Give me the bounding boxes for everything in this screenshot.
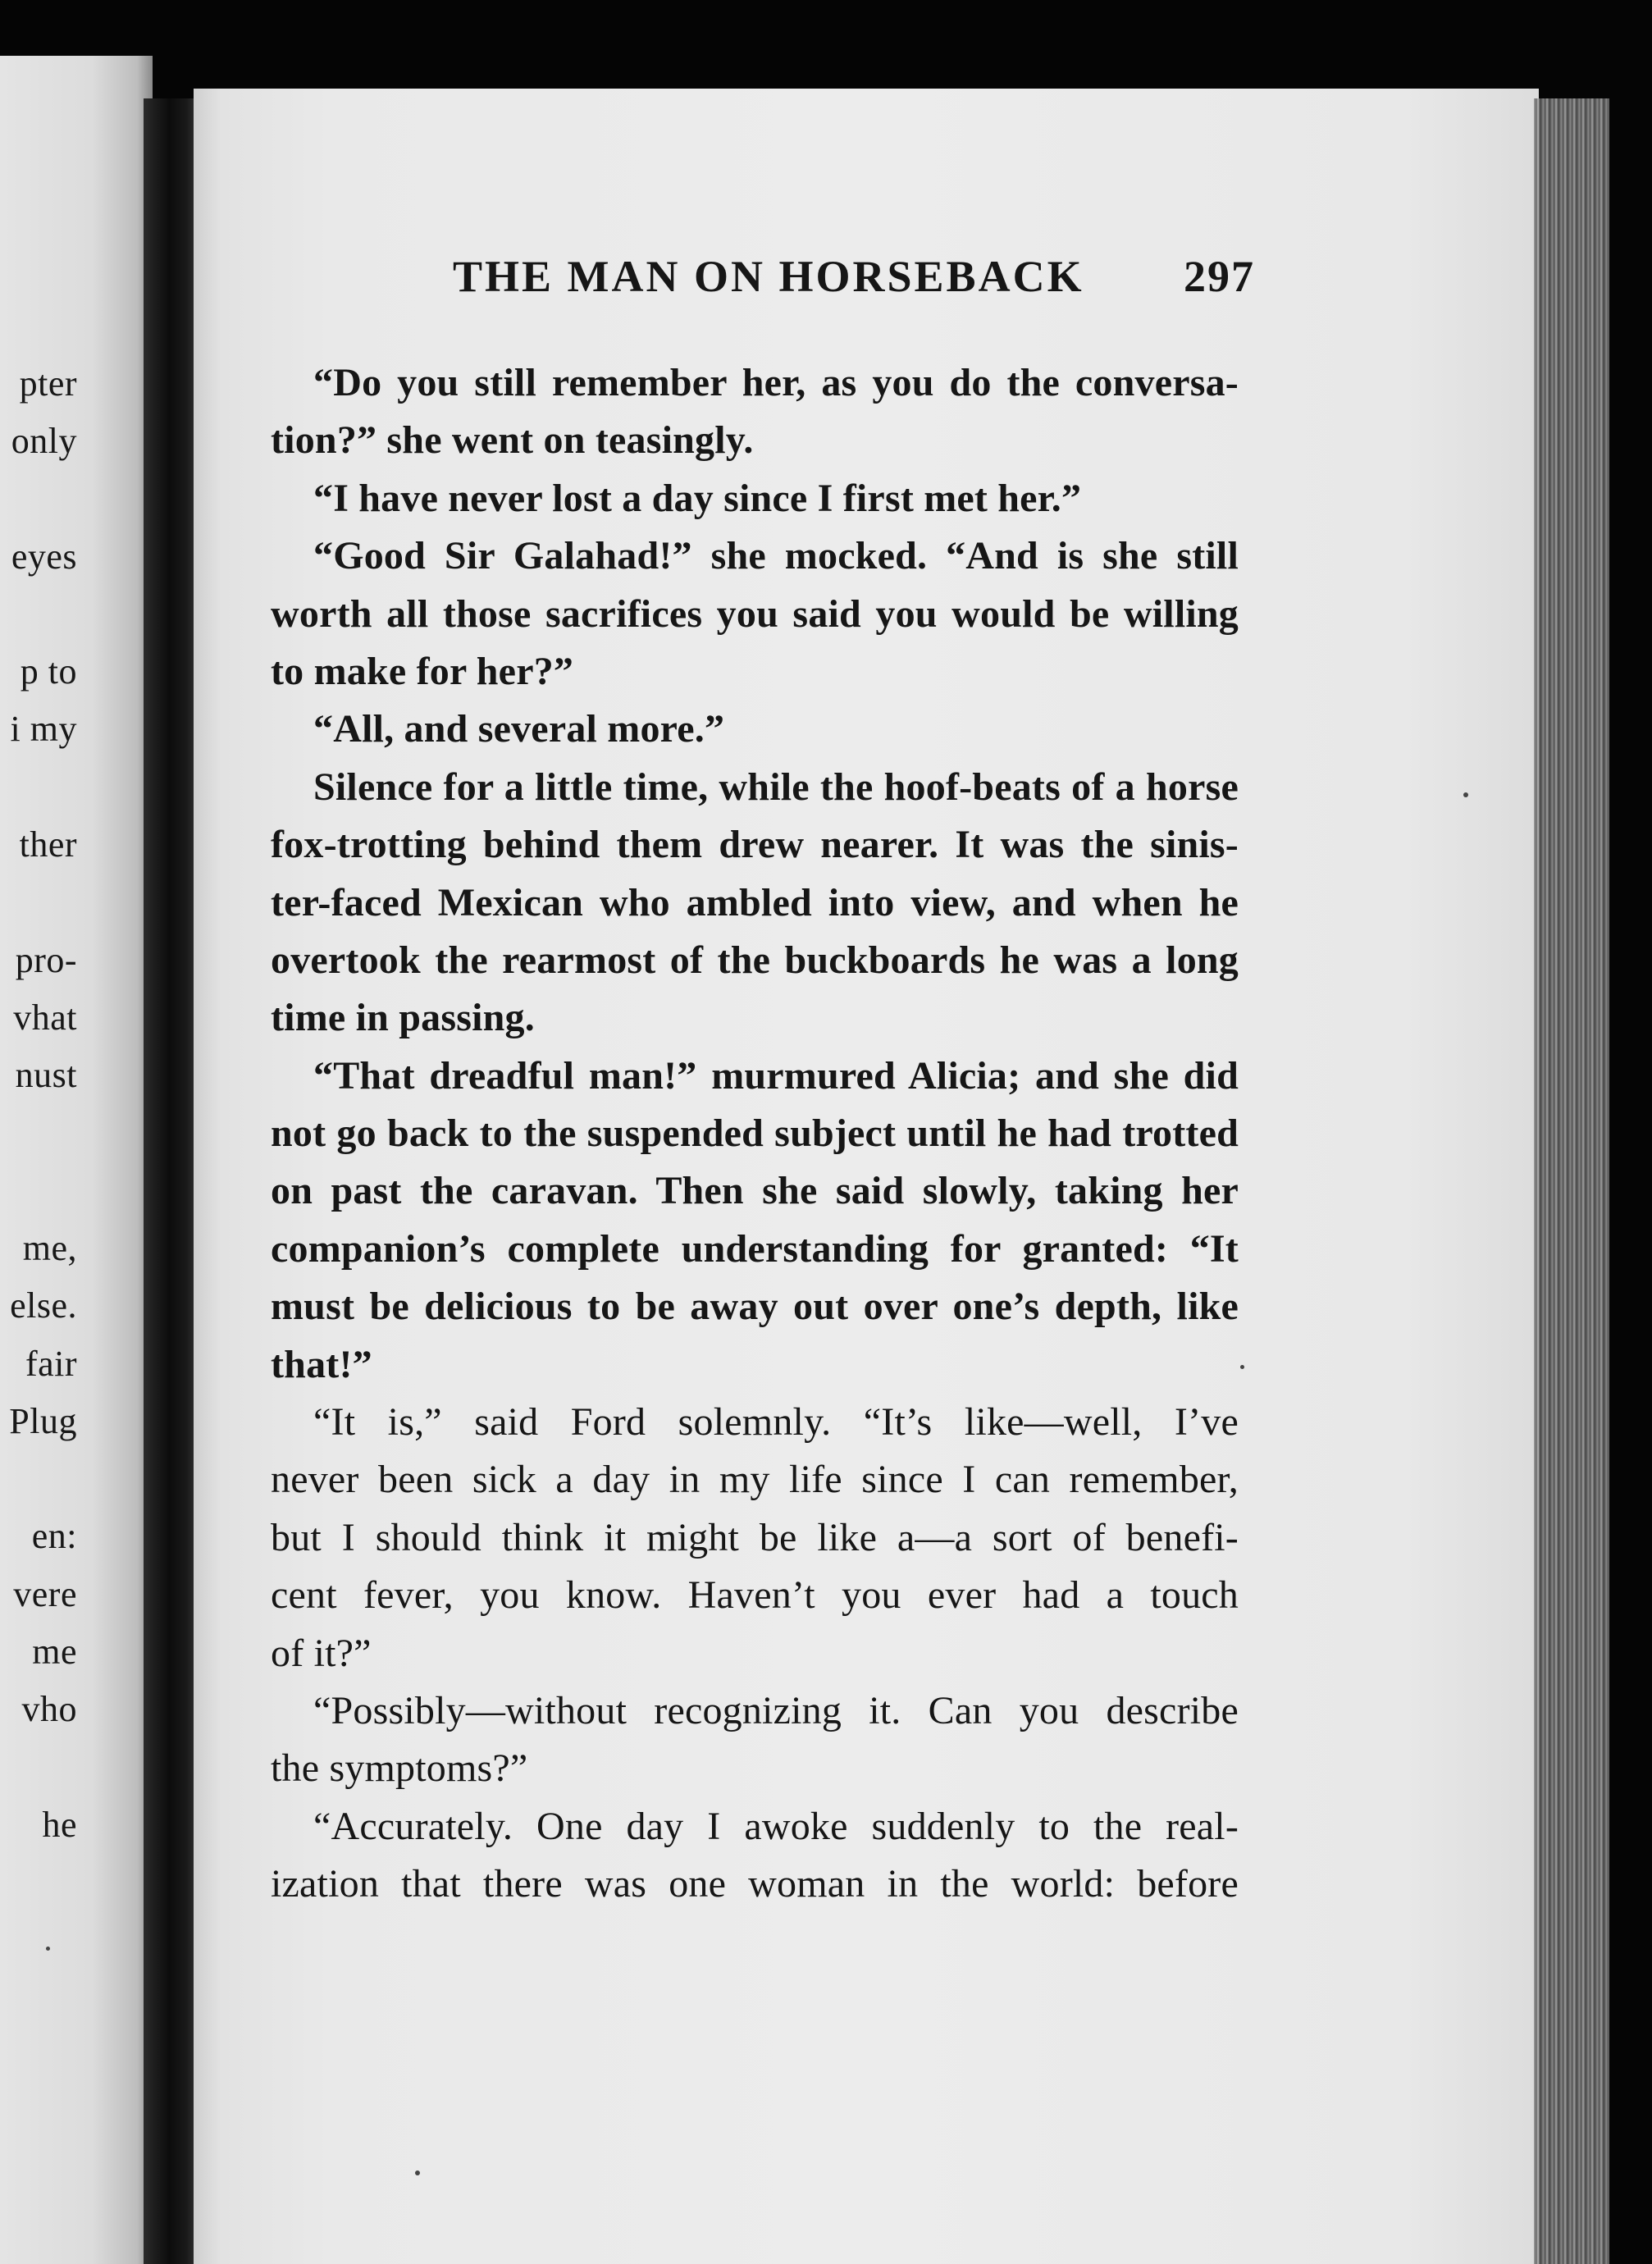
text-line: companion’s complete understanding for granted: “It [271,1226,1239,1271]
facing-page-text: nust [15,1055,77,1095]
facing-page-text: fair [25,1344,77,1384]
facing-page-text: Plug [9,1401,77,1441]
text-line: never been sick a day in my life since I can remember, [271,1458,1239,1502]
text-line: cent fever, you know. Haven’t you ever had a touch [271,1573,1239,1618]
facing-page-text: else. [10,1285,77,1326]
text-line: to make for her?” [271,649,574,693]
text-line: “I have never lost a day since I first met her.” [313,476,1082,520]
text-line: tion?” she went on teasingly. [271,418,754,463]
paper-speck [1463,792,1468,797]
text-line: Silence for a little time, while the hoof-beats of a horse [313,765,1239,809]
facing-page-text: he [42,1805,77,1845]
text-line: but I should think it might be like a—a sort of benefi- [271,1515,1239,1559]
text-line: “Accurately. One day I awoke suddenly to the real- [313,1804,1239,1848]
facing-page-text: p to [20,651,77,692]
page-edges [1534,98,1609,2264]
paper-speck [1240,1365,1244,1369]
text-line: worth all those sacrifices you said you would be willing [271,591,1239,636]
facing-page-text: ther [19,824,77,865]
facing-page-text: i my [10,709,77,749]
facing-page-text: pter [19,363,77,404]
text-line: time in passing. [271,996,535,1040]
facing-page-fragment [0,56,153,2264]
text-line: ization that there was one woman in the world: before [271,1862,1239,1906]
running-head [262,251,1255,308]
facing-page-text: vhat [13,997,77,1038]
facing-page-text: en: [31,1516,77,1556]
text-line: overtook the rearmost of the buckboards he was a long [271,938,1239,982]
page-number: 297 [1184,252,1255,301]
running-head-title: THE MAN ON HORSEBACK [453,252,1084,301]
paper-speck [415,2170,420,2175]
body-text [271,354,1239,1914]
facing-page-text: eyes [11,536,77,577]
book-gutter [144,98,201,2264]
text-line: “Do you still remember her, as you do the conversa- [313,361,1239,404]
text-line: “Good Sir Galahad!” she mocked. “And is she still [313,534,1239,578]
text-line: “It is,” said Ford solemnly. “It’s like—well, I’ve [313,1400,1239,1445]
text-line: fox-trotting behind them drew nearer. It was the sinis- [271,823,1239,867]
text-line: on past the caravan. Then she said slowly, taking her [271,1169,1239,1213]
facing-page-text: me [32,1632,77,1672]
facing-page-text: vere [13,1574,77,1614]
text-line: of it?” [271,1631,372,1675]
text-line: not go back to the suspended subject until he had trotted [271,1111,1239,1156]
text-line: must be delicious to be away out over one’s depth, like [271,1285,1239,1329]
facing-page-text: me, [22,1228,77,1268]
text-line: that!” [271,1342,372,1386]
facing-page-text: vho [21,1689,77,1729]
paper-speck [46,1947,50,1951]
facing-page-text: pro- [15,940,77,980]
text-line: the symptoms?” [271,1746,528,1791]
text-line: “Possibly—without recognizing it. Can you describe [313,1688,1239,1732]
text-line: “All, and several more.” [313,707,725,751]
facing-page-text: only [11,421,77,461]
text-line: “That dreadful man!” murmured Alicia; and she did [313,1053,1239,1098]
text-line: ter-faced Mexican who ambled into view, and when he [271,880,1239,924]
